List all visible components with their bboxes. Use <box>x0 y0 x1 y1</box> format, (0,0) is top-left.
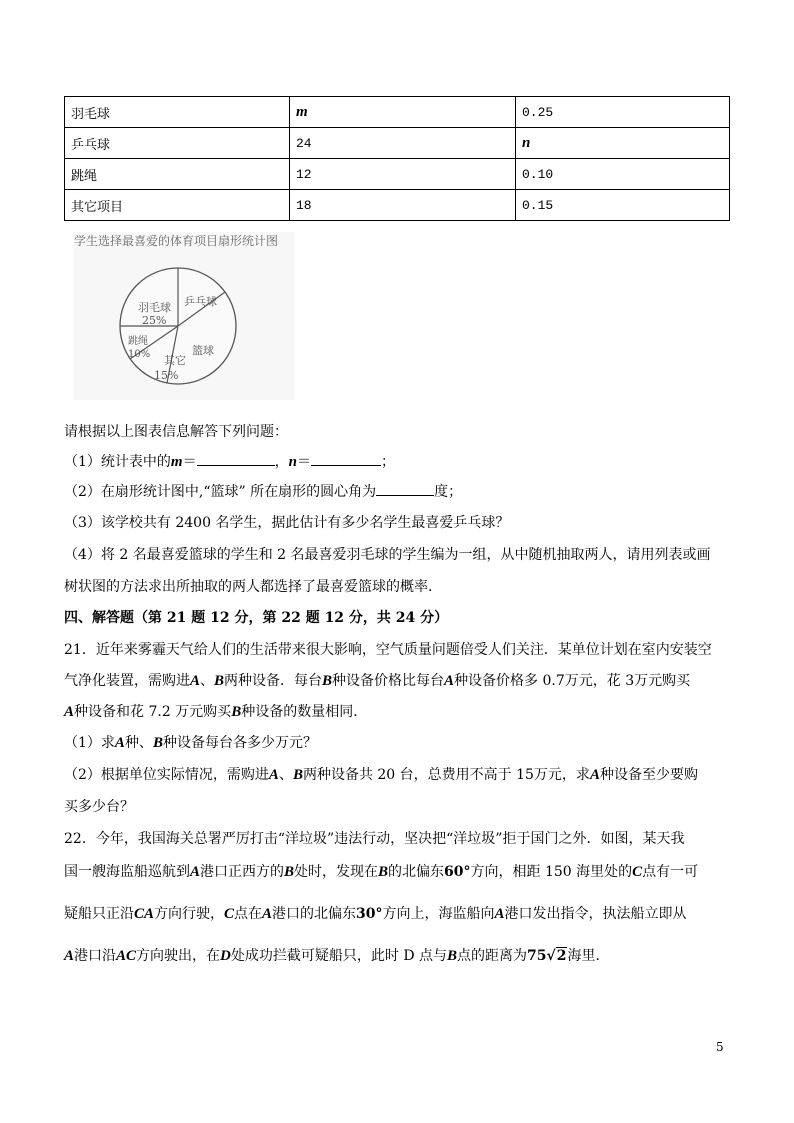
p21-line1: 21．近年来雾霾天气给人们的生活带来很大影响，空气质量问题倍受人们关注．某单位计划在室内安装空 <box>64 642 712 658</box>
text: 种设备价格多 0.7万元，花 3万元购买 <box>454 673 691 689</box>
text: 港口沿 <box>74 948 117 964</box>
text: 方向上，海监船向 <box>382 906 495 922</box>
var-B: B <box>322 673 333 689</box>
sqrt-expression: √2 <box>546 948 567 964</box>
p21-question2-line2: 买多少台？ <box>64 799 134 815</box>
pie-label: 25% <box>142 314 167 327</box>
var-A: A <box>190 864 201 880</box>
table-cell: 其它项目 <box>65 190 290 221</box>
var-m: m <box>170 454 183 470</box>
p22-line2 <box>64 861 698 881</box>
table-cell: 跳绳 <box>65 159 290 190</box>
section-heading <box>64 607 448 627</box>
table-cell: 18 <box>290 190 516 221</box>
var-D: D <box>220 948 231 964</box>
var-B: B <box>152 735 163 751</box>
text: 方向，相距 150 海里处的 <box>470 864 633 880</box>
table-cell: 羽毛球 <box>65 97 290 128</box>
text: 港口的北偏东 <box>272 906 357 922</box>
table-row <box>65 159 730 190</box>
table-cell: 0.10 <box>516 159 730 190</box>
p21-line2 <box>64 670 690 690</box>
var-A: A <box>444 673 455 689</box>
sqrt-radicand: 2 <box>556 948 567 964</box>
table-cell: 0.25 <box>516 97 730 128</box>
table-cell: 乒乓球 <box>65 128 290 159</box>
table-cell: 0.15 <box>516 190 730 221</box>
table-row <box>65 128 730 159</box>
question-2 <box>64 481 462 501</box>
var-A: A <box>64 948 75 964</box>
var-A: A <box>190 673 201 689</box>
text: 种设备价格比每台 <box>332 673 445 689</box>
text: 疑船只正沿 <box>64 906 134 922</box>
text: 点的距离为 <box>457 948 528 964</box>
text: 种设备和花 7.2 万元购买 <box>74 704 232 720</box>
text: （1）统计表中的 <box>64 454 171 470</box>
var-C: C <box>224 906 235 922</box>
text: 港口正西方的 <box>200 864 285 880</box>
table-cell: 24 <box>290 128 516 159</box>
pie-label: 乒乓球 <box>184 295 217 308</box>
text: 种设备至少要购 <box>599 767 698 783</box>
text: ； <box>380 454 395 470</box>
section-title: 四、解答题 <box>64 610 134 626</box>
table-row <box>65 97 730 128</box>
question-3: （3）该学校共有 2400 名学生，据此估计有多少名学生最喜爱乒乓球？ <box>64 515 510 531</box>
text: 方向行驶， <box>154 906 225 922</box>
var-AC: AC <box>116 948 137 964</box>
text: 点在 <box>234 906 263 922</box>
table-cell <box>516 128 730 159</box>
text: 处成功拦截可疑船只，此时 D 点与 <box>230 948 447 964</box>
var-A: A <box>114 735 125 751</box>
var-C: C <box>632 864 643 880</box>
var-n: n <box>288 454 297 470</box>
p21-question1 <box>64 732 317 752</box>
question-1 <box>64 451 395 471</box>
var-B: B <box>214 673 225 689</box>
text: 两种设备共 20 台，总费用不高于 15万元，求 <box>302 767 590 783</box>
section-subtitle: （第 21 题 12 分，第 22 题 12 分，共 24 分） <box>134 610 449 626</box>
pie-label: 羽毛球 <box>138 301 171 314</box>
pie-label: 跳绳 <box>128 336 148 347</box>
distance-number: 75 <box>527 948 547 964</box>
text: 种设备的数量相同． <box>241 704 368 720</box>
p22-line4 <box>64 945 609 965</box>
pie-label: 其它 <box>164 354 186 367</box>
text: 港口发出指令，执法船立即从 <box>504 906 687 922</box>
var-A: A <box>494 906 505 922</box>
var-B: B <box>447 948 458 964</box>
answer-blank <box>311 451 381 466</box>
pie-label: 篮球 <box>192 344 214 357</box>
text: 海里． <box>567 948 610 964</box>
text: 点有一可 <box>642 864 699 880</box>
text: ， <box>274 454 289 470</box>
text: 两种设备．每台 <box>224 673 323 689</box>
p21-question2 <box>64 764 698 784</box>
var-m: m <box>296 103 308 120</box>
text: 种设备每台各多少万元？ <box>162 735 317 751</box>
questions-intro: 请根据以上图表信息解答下列问题： <box>64 424 288 440</box>
var-A: A <box>589 767 600 783</box>
table-row <box>65 190 730 221</box>
p22-line1: 22．今年，我国海关总署严厉打击“洋垃圾”违法行动，坚决把“洋垃圾”拒于国门之外．如图，某天我 <box>64 831 685 847</box>
var-A: A <box>64 704 75 720</box>
text: （2）在扇形统计图中,“篮球” 所在扇形的圆心角为 <box>64 484 377 500</box>
var-A: A <box>268 767 279 783</box>
var-B: B <box>378 864 389 880</box>
angle: 60° <box>444 864 471 880</box>
var-B: B <box>284 864 295 880</box>
var-A: A <box>262 906 273 922</box>
p21-line3 <box>64 701 367 721</box>
var-n: n <box>522 134 531 151</box>
text: 的北偏东 <box>388 864 445 880</box>
text: 、 <box>278 767 293 783</box>
text: 处时，发现在 <box>294 864 379 880</box>
p22-line3 <box>64 903 687 923</box>
answer-blank <box>376 481 434 496</box>
var-B: B <box>231 704 242 720</box>
pie-figure <box>74 232 294 400</box>
answer-blank <box>197 451 275 466</box>
text: 国一艘海监船巡航到 <box>64 864 190 880</box>
pie-title: 学生选择最喜爱的体育项目扇形统计图 <box>74 234 279 248</box>
page-number: 5 <box>716 1040 724 1054</box>
var-CA: CA <box>134 906 155 922</box>
text: 、 <box>200 673 215 689</box>
angle: 30° <box>356 906 383 922</box>
pie-label: 15% <box>154 369 179 382</box>
text: 种、 <box>124 735 153 751</box>
text: （1）求 <box>64 735 115 751</box>
question-4-line1: （4）将 2 名最喜爱篮球的学生和 2 名最喜爱羽毛球的学生编为一组，从中随机抽取两人，请用列表或画 <box>64 547 711 563</box>
text: 方向驶出，在 <box>136 948 221 964</box>
table-cell: 12 <box>290 159 516 190</box>
text: 度； <box>434 484 463 500</box>
stats-table <box>64 96 730 221</box>
pie-chart <box>74 232 294 400</box>
text: ＝ <box>182 454 197 470</box>
pie-label: 10% <box>128 349 151 360</box>
table-cell <box>290 97 516 128</box>
text: ＝ <box>296 454 311 470</box>
text: 气净化装置，需购进 <box>64 673 190 689</box>
var-B: B <box>292 767 303 783</box>
text: （2）根据单位实际情况，需购进 <box>64 767 269 783</box>
question-4-line2: 树状图的方法求出所抽取的两人都选择了最喜爱篮球的概率． <box>64 579 442 595</box>
